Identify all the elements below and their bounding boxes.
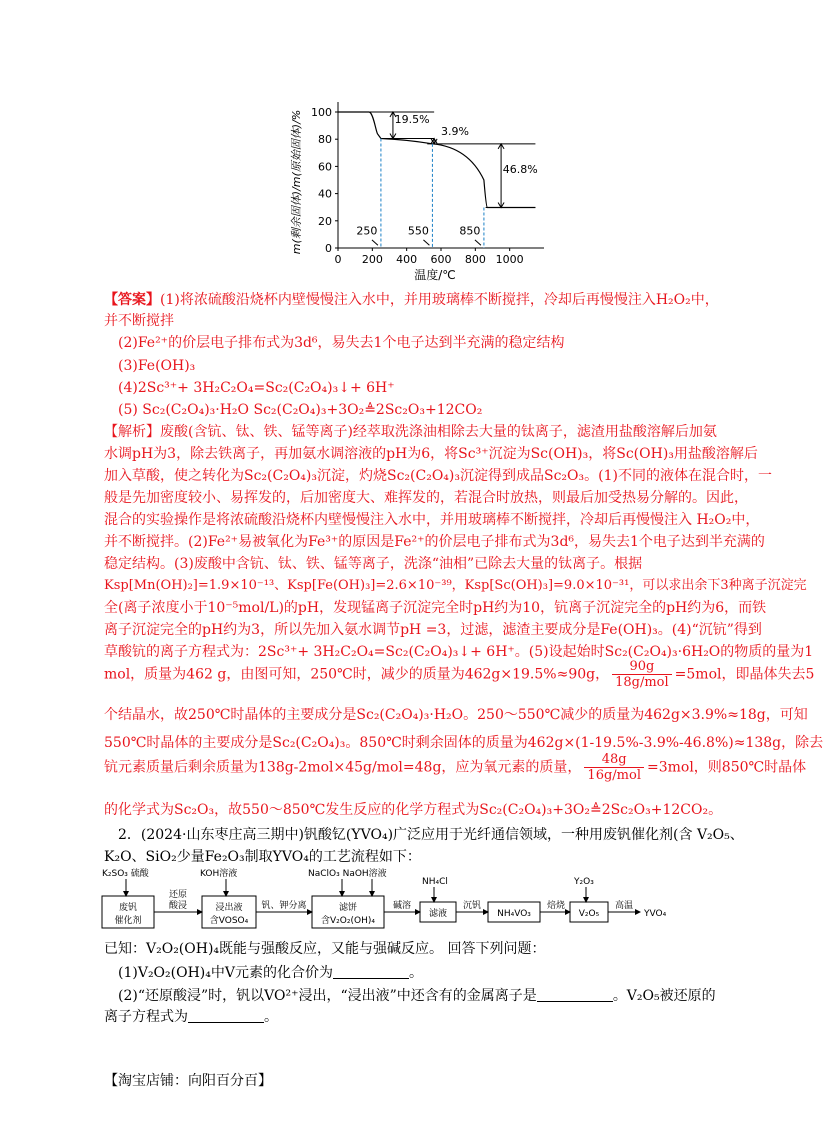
answer-blank-1[interactable]: [333, 964, 409, 979]
analysis-line-2: 水调pH为3，除去铁离子，再加氨水调溶液的pH为6，将Sc³⁺沉淀为Sc(OH)₃，将Sc(OH)₃用盐酸溶解后: [104, 446, 758, 462]
svg-text:酸浸: 酸浸: [168, 901, 188, 911]
analysis-line-1: 【解析】废酸(含钪、钛、铁、锰等离子)经萃取洗涤油相除去大量的钛离子，滤渣用盐酸溶解后加氨: [104, 424, 717, 440]
answer-1: (1)将浓硫酸沿烧杯内壁慢慢注入水中，并用玻璃棒不断搅拌，冷却后再慢慢注入H₂O₂中，: [160, 292, 719, 308]
analysis-line-8: Ksp[Mn(OH)₂]=1.9×10⁻¹³、Ksp[Fe(OH)₃]=2.6×10⁻³⁹，Ksp[Sc(OH)₃]=9.0×10⁻³¹，可以求出余下3种离子沉淀完: [104, 578, 807, 593]
sub-question-2b: 离子方程式为: [104, 1009, 188, 1025]
answer-blank-3[interactable]: [188, 1008, 264, 1023]
reagent-naclo3: NaClO₃ NaOH溶液: [308, 869, 387, 879]
label-drop-1: 19.5%: [394, 112, 430, 126]
x-tick-label: 0: [334, 253, 342, 266]
svg-text:含V₂O₂(OH)₄: 含V₂O₂(OH)₄: [321, 916, 375, 926]
question-2-line-2: K₂O、SiO₂少量Fe₂O₃制取YVO₄的工艺流程如下：: [104, 849, 421, 865]
answer-5: (5) Sc₂(C₂O₄)₃·H₂O Sc₂(C₂O₄)₃+3O₂≜2Sc₂O₃+12CO₂: [118, 402, 483, 418]
answer-4: (4)2Sc³⁺+ 3H₂C₂O₄=Sc₂(C₂O₄)₃↓+ 6H⁺: [118, 380, 395, 396]
answer-1-cont: 并不断搅拌: [104, 313, 174, 329]
svg-text:废钒: 废钒: [118, 903, 138, 913]
temp-tick-550: [423, 240, 429, 245]
svg-text:催化剂: 催化剂: [114, 916, 142, 926]
answer-tag: 【答案】: [104, 292, 160, 308]
fraction-moles-oxygen: $\frac{48g}{\text{16g/mol}}$: [584, 752, 644, 783]
thermogravimetric-chart: [290, 100, 550, 282]
product-yvo4: YVO₄: [644, 909, 667, 919]
answer-2: (2)Fe²⁺的价层电子排布式为3d⁶，易失去1个电子达到半充满的稳定结构: [118, 335, 565, 351]
svg-text:钒、钾分离: 钒、钾分离: [261, 901, 307, 911]
x-tick-label: 1000: [495, 253, 524, 266]
svg-text:含VOSO₄: 含VOSO₄: [209, 916, 249, 926]
svg-text:沉钒: 沉钒: [462, 901, 482, 911]
svg-text:高温: 高温: [614, 901, 634, 911]
y-tick-label: 80: [318, 133, 332, 147]
temp-label-850: 850: [459, 224, 481, 238]
temp-label-250: 250: [356, 224, 378, 238]
analysis-line-9: 全(离子浓度小于10⁻⁵mol/L)的pH，发现锰离子沉淀完全时pH约为10，钪离子沉淀完全的pH约为6，而铁: [104, 600, 767, 616]
analysis-line-3: 加入草酸，使之转化为Sc₂(C₂O₄)₃沉淀，灼烧Sc₂(C₂O₄)₃沉淀得到成品Sc₂O₃。(1)不同的液体在混合时，一: [104, 468, 772, 484]
x-tick-label: 200: [361, 253, 383, 266]
temp-label-550: 550: [407, 224, 429, 238]
x-tick-label: 600: [430, 253, 452, 266]
temp-tick-250: [372, 240, 378, 245]
sub-question-1: (1)V₂O₂(OH)₄中V元素的化合价为: [118, 965, 333, 981]
label-drop-2: 3.9%: [441, 125, 469, 139]
svg-text:NH₄VO₃: NH₄VO₃: [497, 909, 531, 919]
svg-text:还原: 还原: [168, 890, 188, 900]
temp-tick-850: [475, 240, 481, 245]
analysis-line-5: 混合的实验操作是将浓硫酸沿烧杯内壁慢慢注入水中，并用玻璃棒不断搅拌，冷却后再慢慢注入 H₂O₂中，: [104, 512, 760, 528]
sub-question-2: (2)“还原酸浸”时，钒以VO²⁺浸出，“浸出液”中还含有的金属离子是: [118, 988, 537, 1004]
x-axis-label: 温度/℃: [414, 268, 456, 282]
reagent-koh: KOH溶液: [200, 869, 238, 879]
y-axis-label: m(剩余固体)/m(原始固体)/%: [290, 109, 303, 255]
analysis-line-15a: 钪元素质量后剩余质量为138g-2mol×45g/mol=48g，应为氧元素的质量，: [104, 759, 582, 776]
punct-1: 。: [408, 965, 423, 981]
label-drop-3: 46.8%: [502, 163, 538, 177]
process-flow-diagram: [96, 866, 676, 932]
analysis-line-14: 550℃时晶体的主要成分是Sc₂(C₂O₄)₃。850℃时剩余固体的质量为462g×(1-19.5%-3.9%-46.8%)≈138g，除去: [104, 735, 823, 751]
reagent-y2o3: Y₂O₃: [574, 877, 594, 887]
answer-3: (3)Fe(OH)₃: [118, 358, 196, 374]
x-tick-label: 800: [464, 253, 486, 266]
mass-loss-curve: [338, 112, 535, 208]
analysis-line-16: 的化学式为Sc₂O₃，故550～850℃发生反应的化学方程式为Sc₂(C₂O₄)₃+3O₂≜2Sc₂O₃+12CO₂。: [104, 802, 723, 818]
svg-text:浸出液: 浸出液: [215, 903, 243, 913]
y-tick-label: 60: [318, 160, 332, 174]
svg-text:焙烧: 焙烧: [546, 901, 566, 911]
analysis-line-7: 稳定结构。(3)废酸中含钪、钛、铁、锰等离子，洗涤“油相”已除去大量的钛离子。根据: [104, 556, 643, 572]
analysis-line-4: 般是先加密度较小、易挥发的，后加密度大、难挥发的，若混合时放热，则最后加受热易分解的。因此，: [104, 490, 748, 506]
fraction-moles-water: $\frac{90g}{\text{18g/mol}}$: [612, 659, 672, 690]
svg-text:滤饼: 滤饼: [338, 903, 358, 913]
punct-3: 。: [264, 1009, 278, 1025]
y-tick-label: 40: [318, 187, 332, 201]
known-condition: 已知：V₂O₂(OH)₄既能与强酸反应，又能与强碱反应。 回答下列问题：: [104, 941, 546, 957]
sub-question-2-cont: 。V₂O₅被还原的: [612, 988, 716, 1004]
analysis-line-11: 草酸钪的离子方程式为：2Sc³⁺+ 3H₂C₂O₄=Sc₂(C₂O₄)₃↓+ 6H⁺。(5)设起始时Sc₂(C₂O₄)₃·6H₂O的物质的量为1: [104, 644, 814, 660]
y-tick-label: 20: [318, 214, 332, 228]
answer-blank-2[interactable]: [537, 987, 613, 1002]
svg-text:V₂O₅: V₂O₅: [578, 909, 600, 919]
analysis-line-15b: =3mol，则850℃时晶体: [646, 759, 807, 776]
x-tick-label: 400: [396, 253, 418, 266]
analysis-line-10: 离子沉淀完全的pH约为3，所以先加入氨水调节pH =3，过滤，滤渣主要成分是Fe(OH)₃。(4)“沉钪”得到: [104, 622, 762, 638]
footer-shop: 【淘宝店铺：向阳百分百】: [104, 1073, 272, 1089]
reagent-nh4cl: NH₄Cl: [422, 877, 448, 887]
svg-text:滤液: 滤液: [428, 909, 448, 919]
analysis-line-13: 个结晶水，故250℃时晶体的主要成分是Sc₂(C₂O₄)₃·H₂O。250～550℃减少的质量为462g×3.9%≈18g，可知: [104, 707, 808, 723]
svg-text:碱溶: 碱溶: [392, 901, 412, 911]
question-2-line-1: 2．(2024·山东枣庄高三期中)钒酸钇(YVO₄)广泛应用于光纤通信领域，一种用废钒催化剂(含 V₂O₅、: [118, 827, 744, 843]
y-tick-label: 100: [311, 106, 332, 119]
y-tick-label: 0: [325, 242, 332, 255]
analysis-line-12b: =5mol，即晶体失去5: [674, 666, 815, 683]
analysis-line-12a: mol，质量为462 g，由图可知，250℃时，减少的质量为462g×19.5%≈90g，: [104, 666, 610, 683]
reagent-k2so3: K₂SO₃ 硫酸: [102, 869, 149, 879]
analysis-line-6: 并不断搅拌。(2)Fe²⁺易被氧化为Fe³⁺的原因是Fe²⁺的价层电子排布式为3d⁶，易失去1个电子达到半充满的: [104, 534, 765, 550]
